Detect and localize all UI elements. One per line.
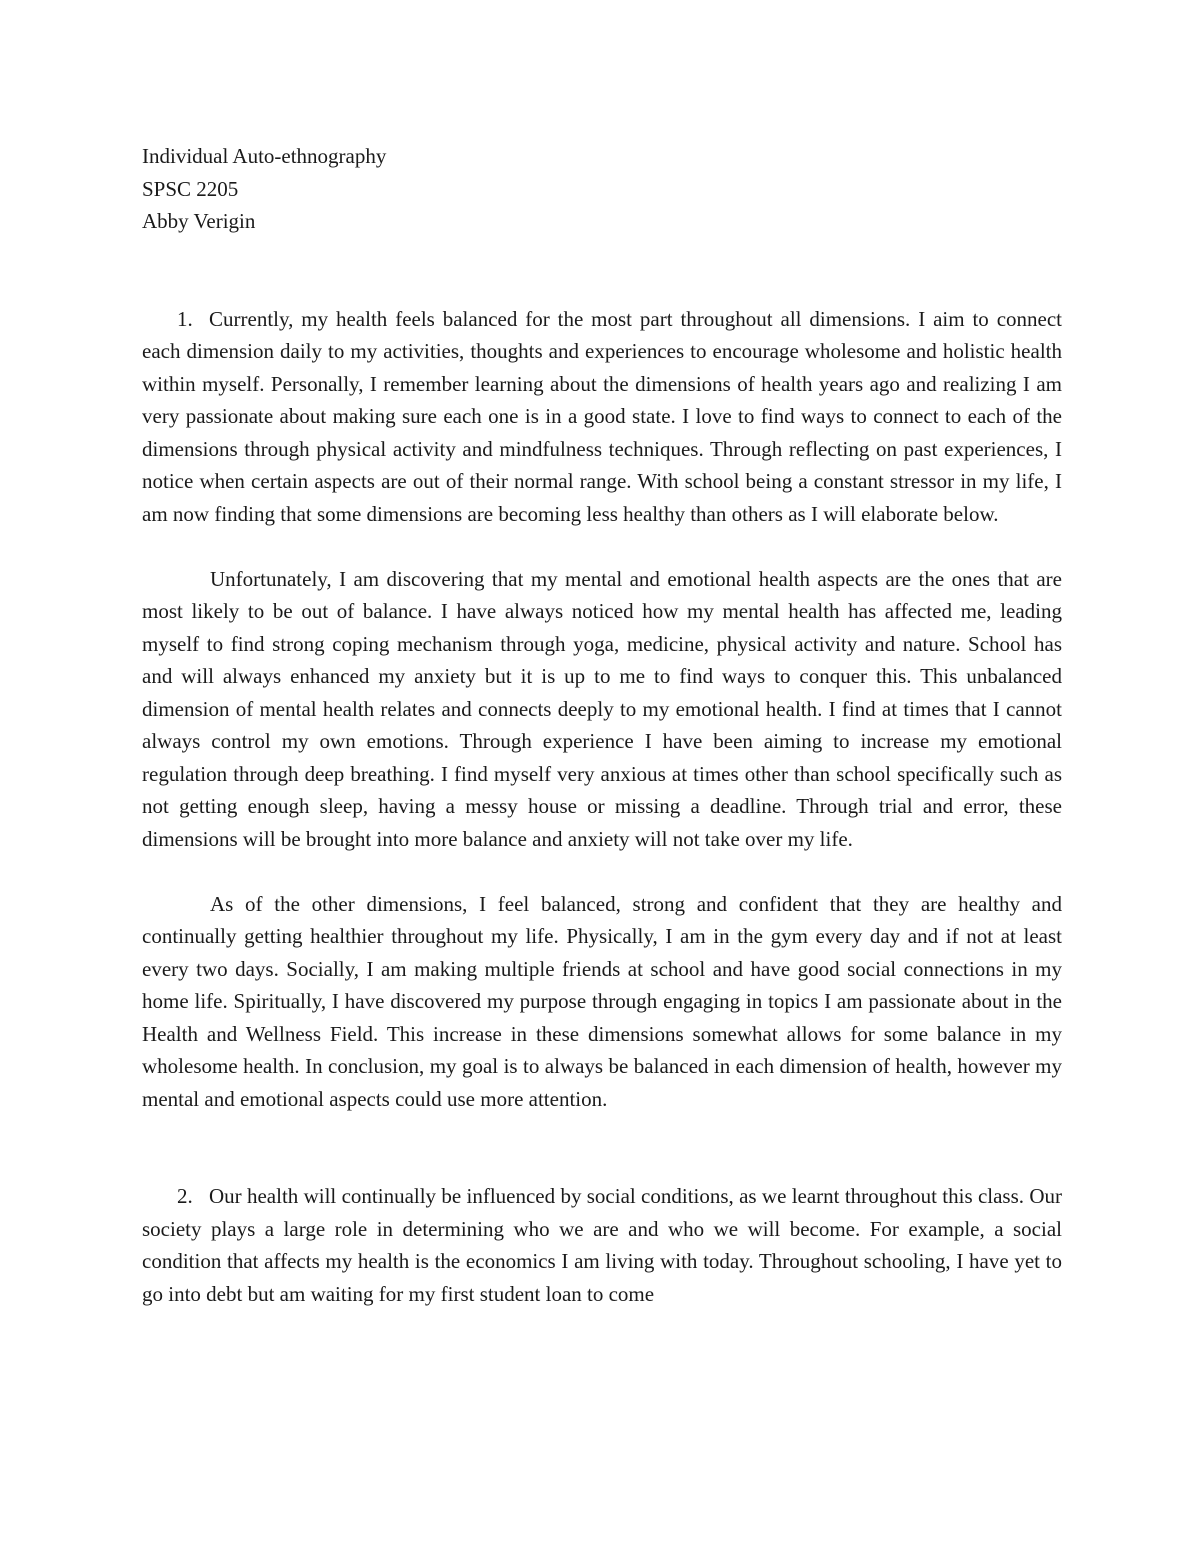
question-1-number: 1.	[177, 306, 193, 331]
document-title: Individual Auto-ethnography	[142, 144, 387, 168]
document-header	[142, 140, 1062, 238]
document-body	[142, 140, 1062, 1310]
question-2-text: Our health will continually be influenced by social conditions, as we learnt throughout this class. Our society plays a large role in determining who we are and who we will become. For example, a social condition that affects my health is the economics I am living with today. Throughout schooling, I have yet to go into debt but am waiting for my first student loan to come	[142, 1184, 1062, 1306]
question-1-paragraph-3: As of the other dimensions, I feel balanced, strong and confident that they are healthy and continually getting healthier throughout my life. Physically, I am in the gym every day and if not at least every two days. Socially, I am making multiple friends at school and have good social connections in my home life. Spiritually, I have discovered my purpose through engaging in topics I am passionate about in the Health and Wellness Field. This increase in these dimensions somewhat allows for some balance in my wholesome health. In conclusion, my goal is to always be balanced in each dimension of health, however my mental and emotional aspects could use more attention.	[142, 891, 1062, 1111]
author-name: Abby Verigin	[142, 209, 256, 233]
question-2-number: 2.	[177, 1184, 193, 1208]
question-1-paragraph-1	[142, 303, 1062, 531]
question-2-paragraph-1	[142, 1180, 1062, 1310]
course-code: SPSC 2205	[142, 176, 239, 201]
question-1-text: Currently, my health feels balanced for the most part throughout all dimensions. I aim to connect each dimension daily to my activities, thoughts and experiences to encourage wholesome and holistic health within myself. Personally, I remember learning about the dimensions of health years ago and realizing I am very passionate about making sure each one is in a good state. I love to find ways to connect to each of the dimensions through physical activity and mindfulness techniques. Through reflecting on past experiences, I notice when certain aspects are out of their normal range. With school being a constant stressor in my life, I am now finding that some dimensions are becoming less healthy than others as I will elaborate below.	[142, 306, 1062, 526]
question-1-paragraph-2: Unfortunately, I am discovering that my mental and emotional health aspects are the ones that are most likely to be out of balance. I have always noticed how my mental health has affected me, leading myself to find strong coping mechanism through yoga, medicine, physical activity and nature. School has and will always enhanced my anxiety but it is up to me to find ways to conquer this. This unbalanced dimension of mental health relates and connects deeply to my emotional health. I find at times that I cannot always control my own emotions. Through experience I have been aiming to increase my emotional regulation through deep breathing. I find myself very anxious at times other than school specifically such as not getting enough sleep, having a messy house or missing a deadline. Through trial and error, these dimensions will be brought into more balance and anxiety will not take over my life.	[142, 566, 1062, 851]
